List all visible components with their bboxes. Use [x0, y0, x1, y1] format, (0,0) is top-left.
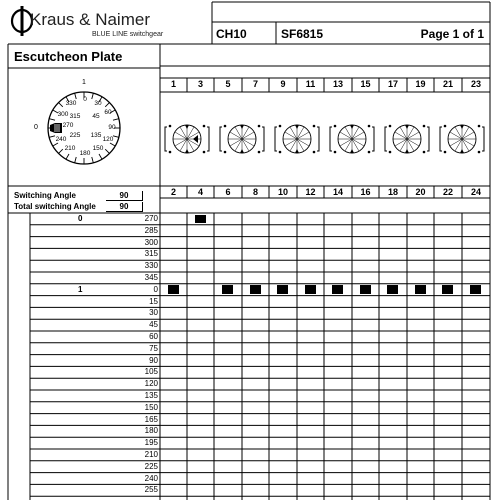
contact-number-7: 7: [252, 79, 258, 89]
contact-number-9: 9: [280, 79, 286, 89]
row-angle: 90: [149, 355, 158, 365]
table-row: [8, 213, 490, 225]
contact-number-20: 20: [415, 187, 426, 197]
row-angle: 345: [144, 273, 158, 282]
table-row: [8, 437, 490, 449]
contact-number-22: 22: [442, 187, 453, 197]
contact-number-6: 6: [225, 187, 231, 197]
table-row: [8, 284, 490, 296]
row-angle: 105: [144, 367, 158, 377]
row-angle: 270: [144, 214, 158, 223]
contact-closed-marker: [442, 285, 453, 294]
row-angle: 60: [149, 332, 158, 341]
contact-number-10: 10: [277, 187, 288, 197]
contact-number-8: 8: [252, 187, 258, 197]
contact-closed-marker: [195, 215, 206, 224]
series-code: CH10: [216, 27, 247, 41]
contact-number-15: 15: [360, 79, 371, 89]
dial-angle-315: 315: [69, 113, 81, 120]
table-row: [8, 402, 490, 414]
dial-angle-0: 0: [83, 96, 87, 103]
cam-3-icon: [275, 125, 319, 154]
total-switching-angle-label: Total switching Angle: [14, 202, 96, 211]
contact-number-24: 24: [470, 187, 481, 197]
contact-number-3: 3: [197, 79, 203, 89]
contact-number-21: 21: [442, 79, 453, 89]
brand-tagline: BLUE LINE switchgear: [92, 31, 164, 38]
contact-number-12: 12: [305, 187, 316, 197]
table-row: [8, 355, 490, 367]
dial-angle-300: 300: [57, 111, 69, 118]
table-row: [8, 343, 490, 355]
contact-closed-marker: [415, 285, 426, 294]
dial-angle-225: 225: [69, 132, 81, 139]
contact-number-5: 5: [225, 79, 231, 89]
cam-symbols: [160, 92, 490, 186]
total-switching-angle-value: 90: [106, 202, 143, 212]
contact-closed-marker: [470, 285, 481, 294]
contact-number-14: 14: [332, 187, 343, 197]
dial-angle-150: 150: [92, 145, 104, 152]
row-angle: 0: [153, 284, 158, 294]
dial-angle-330: 330: [65, 100, 77, 107]
row-angle: 150: [144, 402, 158, 412]
contact-closed-marker: [277, 285, 288, 294]
cam-6-icon: [440, 125, 484, 154]
page-indicator: Page 1 of 1: [420, 27, 484, 41]
dial-angle-180: 180: [79, 150, 91, 157]
contact-closed-marker: [332, 285, 343, 294]
row-angle: 120: [144, 379, 158, 389]
contact-number-2: 2: [170, 187, 176, 197]
contact-closed-marker: [305, 285, 316, 294]
table-row: [8, 260, 490, 272]
table-row: [8, 414, 490, 426]
table-row: [8, 449, 490, 461]
dial-angle-240: 240: [55, 136, 67, 143]
contact-number-11: 11: [305, 79, 316, 89]
switching-angle-label: Switching Angle: [14, 191, 76, 200]
cam-5-icon: [385, 125, 429, 154]
contact-closed-marker: [250, 285, 261, 294]
table-row: [8, 225, 490, 237]
contact-number-23: 23: [470, 79, 481, 89]
dial-angle-60: 60: [104, 109, 112, 116]
contact-closed-marker: [387, 285, 398, 294]
escutcheon-dial: [28, 76, 156, 186]
table-row: [8, 272, 490, 284]
dial-position-1-label: 1: [82, 79, 86, 86]
table-row: [8, 366, 490, 378]
row-angle: 30: [149, 308, 158, 318]
row-angle: 255: [144, 485, 158, 495]
dial-angle-120: 120: [102, 136, 114, 143]
dial-angle-45: 45: [92, 113, 100, 120]
cam-1-icon: [165, 125, 209, 154]
cam-4-icon: [330, 125, 374, 154]
contact-number-1: 1: [170, 79, 176, 89]
escutcheon-title: Escutcheon Plate: [14, 49, 123, 64]
row-angle: 225: [144, 461, 158, 471]
row-angle: 330: [144, 261, 158, 271]
row-angle: 285: [144, 225, 158, 235]
row-angle: 300: [144, 237, 158, 247]
dial-angle-30: 30: [94, 100, 102, 107]
table-row: [8, 484, 490, 496]
dial-angle-210: 210: [64, 145, 76, 152]
row-position: 0: [78, 214, 83, 223]
row-angle: 135: [144, 391, 158, 400]
contact-number-19: 19: [415, 79, 426, 89]
row-angle: 165: [144, 414, 158, 424]
contact-closed-marker: [360, 285, 371, 294]
article-code: SF6815: [281, 27, 324, 41]
dial-angle-90: 90: [108, 124, 116, 131]
table-row: [8, 473, 490, 485]
table-row: [8, 296, 490, 308]
contact-number-4: 4: [197, 187, 203, 197]
switching-angle-value: 90: [106, 191, 143, 201]
table-row: [8, 237, 490, 249]
table-row: [8, 319, 490, 331]
table-row: [8, 378, 490, 390]
table-row: [8, 390, 490, 402]
contact-number-16: 16: [360, 187, 371, 197]
table-row: [8, 331, 490, 343]
contact-number-17: 17: [387, 79, 398, 89]
table-row: [8, 425, 490, 437]
brand-name: Kraus & Naimer: [30, 10, 150, 29]
row-angle: 75: [149, 343, 158, 353]
dial-angle-270: 270: [62, 122, 74, 129]
table-row: [8, 248, 490, 260]
row-angle: 240: [144, 473, 158, 483]
dial-position-0-label: 0: [34, 124, 38, 131]
dial-handle-icon: [50, 123, 62, 133]
row-angle: 210: [144, 450, 158, 459]
contact-closed-marker: [168, 285, 179, 294]
row-angle: 195: [144, 438, 158, 448]
row-angle: 45: [149, 320, 158, 330]
contact-number-13: 13: [332, 79, 343, 89]
row-position: 1: [78, 284, 83, 294]
row-angle: 15: [149, 296, 158, 306]
cam-2-icon: [220, 125, 264, 154]
row-angle: 315: [144, 249, 158, 259]
table-row: [8, 461, 490, 473]
contact-closed-marker: [222, 285, 233, 294]
contact-number-18: 18: [387, 187, 398, 197]
table-row: [8, 307, 490, 319]
row-angle: 180: [144, 426, 158, 436]
dial-angle-135: 135: [90, 132, 102, 139]
